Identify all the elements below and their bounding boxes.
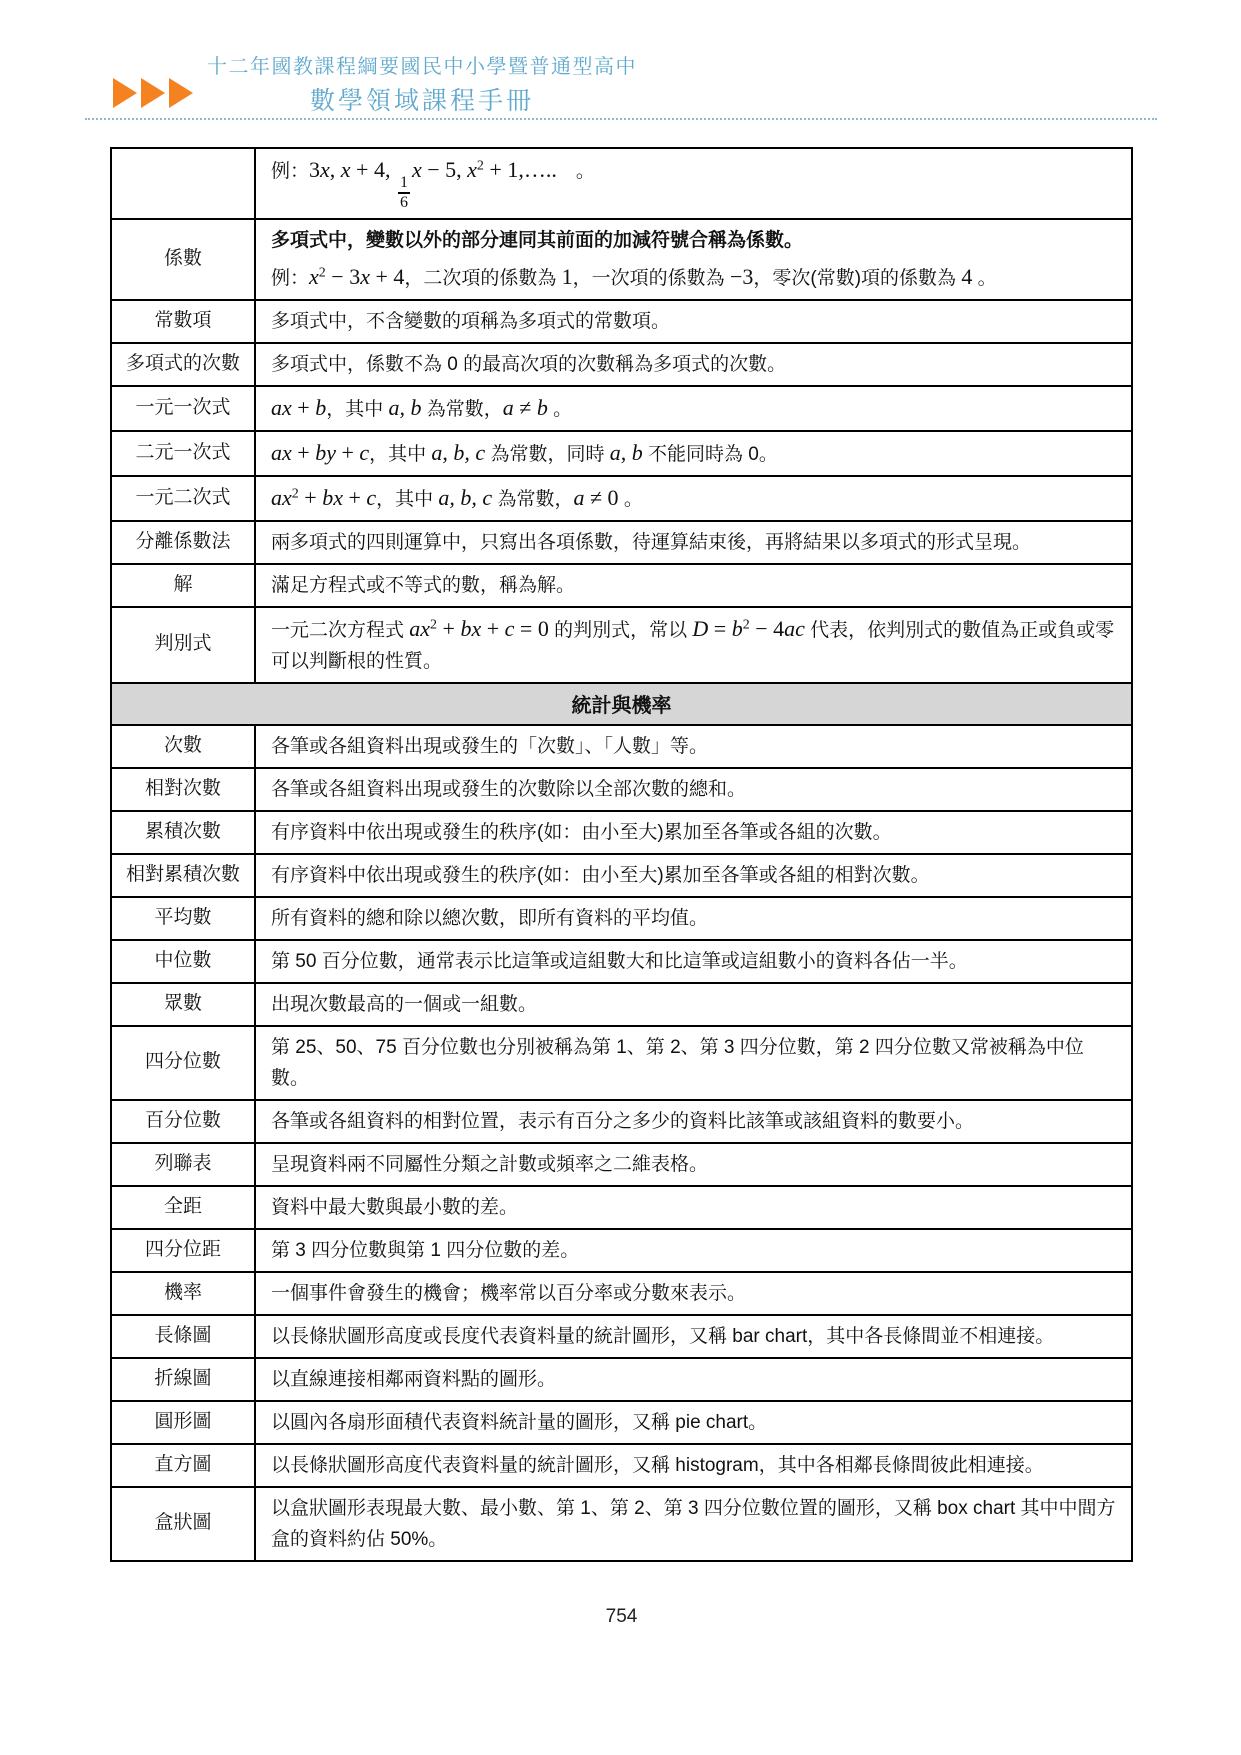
table-row — [112, 1314, 1131, 1357]
table-row — [112, 385, 1131, 430]
term-cell — [112, 149, 256, 218]
table-row — [112, 1142, 1131, 1185]
definition-cell — [256, 608, 1131, 682]
definition-line: 有序資料中依出現或發生的秩序(如：由小至大)累加至各筆或各組的次數。 — [271, 821, 892, 843]
definition-line: 各筆或各組資料的相對位置，表示有百分之多少的資料比該筆或該組資料的數要小。 — [271, 1110, 975, 1132]
term-cell: 圓形圖 — [112, 1402, 256, 1443]
table-row — [112, 1228, 1131, 1271]
definition-cell — [256, 1101, 1131, 1142]
term-cell: 平均數 — [112, 898, 256, 939]
definition-line: 多項式中，不含變數的項稱為多項式的常數項。 — [271, 310, 671, 332]
definition-cell — [256, 477, 1131, 520]
table-row — [112, 939, 1131, 982]
definition-line: 兩多項式的四則運算中，只寫出各項係數，待運算結束後，再將結果以多項式的形式呈現。 — [271, 531, 1032, 553]
definition-line: 以長條狀圖形高度或長度代表資料量的統計圖形，又稱 bar chart，其中各長條間並不相連接。 — [271, 1325, 1055, 1347]
header-title-line2: 數學領域課程手冊 — [309, 87, 534, 115]
definition-cell — [256, 149, 1131, 218]
table-row — [112, 520, 1131, 563]
section-header-row: 統計與機率 — [112, 682, 1131, 724]
definition-cell — [256, 565, 1131, 606]
table-row — [112, 853, 1131, 896]
table-row — [112, 606, 1131, 682]
right-triangle-icon — [169, 78, 193, 108]
definition-cell — [256, 1273, 1131, 1314]
definition-cell — [256, 522, 1131, 563]
page-number: 754 — [605, 1606, 638, 1627]
definition-cell — [256, 855, 1131, 896]
definition-line: 出現次數最高的一個或一組數。 — [271, 993, 538, 1015]
term-cell: 列聯表 — [112, 1144, 256, 1185]
definition-line: 各筆或各組資料出現或發生的次數除以全部次數的總和。 — [271, 778, 747, 800]
definition-line: 第 3 四分位數與第 1 四分位數的差。 — [271, 1239, 580, 1261]
terms-table — [110, 147, 1133, 1562]
definition-cell — [256, 1445, 1131, 1486]
definition-line: 呈現資料兩不同屬性分類之計數或頻率之二維表格。 — [271, 1153, 709, 1175]
definition-line: 以直線連接相鄰兩資料點的圖形。 — [271, 1368, 557, 1390]
definition-line: 以圓內各扇形面積代表資料統計量的圖形，又稱 pie chart。 — [271, 1411, 768, 1433]
term-cell: 一元二次式 — [112, 477, 256, 520]
definition-cell — [256, 941, 1131, 982]
definition-line: 例：3x, x + 4, $\frac{1}{6}$ x − 5, $x^2$ + 1,….. 。 — [271, 157, 595, 212]
term-cell: 四分位數 — [112, 1027, 256, 1099]
table-row — [112, 767, 1131, 810]
definition-line: 所有資料的總和除以總次數，即所有資料的平均值。 — [271, 907, 709, 929]
definition-line: 各筆或各組資料出現或發生的「次數」、「人數」等。 — [271, 735, 709, 757]
definition-line: 有序資料中依出現或發生的秩序(如：由小至大)累加至各筆或各組的相對次數。 — [271, 864, 930, 886]
term-cell: 機率 — [112, 1273, 256, 1314]
definition-line: 第 25、50、75 百分位數也分別被稱為第 1、第 2、第 3 四分位數，第 2 四分位數又常被稱為中位數。 — [271, 1036, 1084, 1089]
term-cell: 中位數 — [112, 941, 256, 982]
fraction: $\frac{1}{6}$ — [399, 174, 408, 212]
right-triangle-icon — [113, 78, 137, 108]
definition-cell — [256, 1144, 1131, 1185]
definition-line: 多項式中，係數不為 0 的最高次項的次數稱為多項式的次數。 — [271, 353, 787, 375]
header-title-line1: 十二年國教課程綱要國民中小學暨普通型高中 — [207, 56, 637, 78]
term-cell: 判別式 — [112, 608, 256, 682]
right-triangle-icon — [141, 78, 165, 108]
term-cell: 次數 — [112, 726, 256, 767]
term-cell: 四分位距 — [112, 1230, 256, 1271]
term-cell: 百分位數 — [112, 1101, 256, 1142]
definition-cell — [256, 387, 1131, 430]
term-cell: 一元一次式 — [112, 387, 256, 430]
table-row — [112, 810, 1131, 853]
definition-line: 一個事件會發生的機會；機率常以百分率或分數來表示。 — [271, 1282, 747, 1304]
definition-cell — [256, 1359, 1131, 1400]
term-cell: 常數項 — [112, 301, 256, 342]
term-cell: 全距 — [112, 1187, 256, 1228]
table-row — [112, 299, 1131, 342]
definition-cell — [256, 301, 1131, 342]
term-cell: 相對累積次數 — [112, 855, 256, 896]
term-cell: 長條圖 — [112, 1316, 256, 1357]
table-row — [112, 1400, 1131, 1443]
term-cell: 多項式的次數 — [112, 344, 256, 385]
definition-line: 以長條狀圖形高度代表資料量的統計圖形，又稱 histogram，其中各相鄰長條間彼此相連接。 — [271, 1454, 1044, 1476]
table-row — [112, 149, 1131, 218]
table-row — [112, 342, 1131, 385]
table-row — [112, 724, 1131, 767]
term-cell: 折線圖 — [112, 1359, 256, 1400]
term-cell: 累積次數 — [112, 812, 256, 853]
definition-cell — [256, 220, 1131, 299]
definition-cell — [256, 1316, 1131, 1357]
definition-line: 滿足方程式或不等式的數，稱為解。 — [271, 574, 576, 596]
definition-line: 以盒狀圖形表現最大數、最小數、第 1、第 2、第 3 四分位數位置的圖形，又稱 box chart 其中中間方盒的資料約佔 50%。 — [271, 1497, 1116, 1550]
definition-cell — [256, 812, 1131, 853]
definition-line: 一元二次方程式 $ax^2$ + bx + c = 0 的判別式，常以 $D = b^2 - 4ac$ 代表，依判別式的數值為正或負或零可以判斷根的性質。 — [271, 615, 1115, 672]
table-row — [112, 1271, 1131, 1314]
definition-cell — [256, 726, 1131, 767]
table-row — [112, 1486, 1131, 1560]
term-cell: 二元一次式 — [112, 432, 256, 475]
definition-cell — [256, 1402, 1131, 1443]
header-divider — [85, 118, 1157, 120]
definition-line: 例：$x^2 - 3x + 4$，二次項的係數為 1，一次項的係數為 −3，零次(常數)項的係數為 4 。 — [271, 263, 997, 289]
definition-cell — [256, 1488, 1131, 1560]
definition-cell — [256, 1187, 1131, 1228]
definition-cell — [256, 898, 1131, 939]
definition-cell — [256, 1027, 1131, 1099]
table-row — [112, 1185, 1131, 1228]
table-row — [112, 1357, 1131, 1400]
definition-cell — [256, 769, 1131, 810]
term-cell: 係數 — [112, 220, 256, 299]
table-row — [112, 1025, 1131, 1099]
definition-cell — [256, 984, 1131, 1025]
term-cell: 解 — [112, 565, 256, 606]
term-cell: 眾數 — [112, 984, 256, 1025]
table-row — [112, 563, 1131, 606]
definition-line: 第 50 百分位數，通常表示比這筆或這組數大和比這筆或這組數小的資料各佔一半。 — [271, 950, 968, 972]
table-row — [112, 1443, 1131, 1486]
term-cell: 盒狀圖 — [112, 1488, 256, 1560]
definition-line: $ax^2$ + bx + c，其中 a, b, c 為常數，a ≠ 0 。 — [271, 484, 643, 510]
term-cell: 分離係數法 — [112, 522, 256, 563]
table-row — [112, 1099, 1131, 1142]
header-titles — [207, 50, 637, 117]
term-cell: 直方圖 — [112, 1445, 256, 1486]
definition-line: 資料中最大數與最小數的差。 — [271, 1196, 519, 1218]
definition-line: 多項式中，變數以外的部分連同其前面的加減符號合稱為係數。 — [271, 229, 804, 251]
table-row — [112, 218, 1131, 299]
definition-cell — [256, 1230, 1131, 1271]
definition-cell — [256, 344, 1131, 385]
triple-right-triangles-icon — [113, 78, 193, 108]
definition-cell — [256, 432, 1131, 475]
table-row — [112, 475, 1131, 520]
table-row — [112, 896, 1131, 939]
table-row — [112, 982, 1131, 1025]
term-cell: 相對次數 — [112, 769, 256, 810]
definition-line: ax + b，其中 a, b 為常數，a ≠ b 。 — [271, 394, 573, 420]
definition-line: ax + by + c，其中 a, b, c 為常數，同時 a, b 不能同時為 0。 — [271, 439, 778, 465]
table-row — [112, 430, 1131, 475]
page-header — [113, 50, 637, 117]
